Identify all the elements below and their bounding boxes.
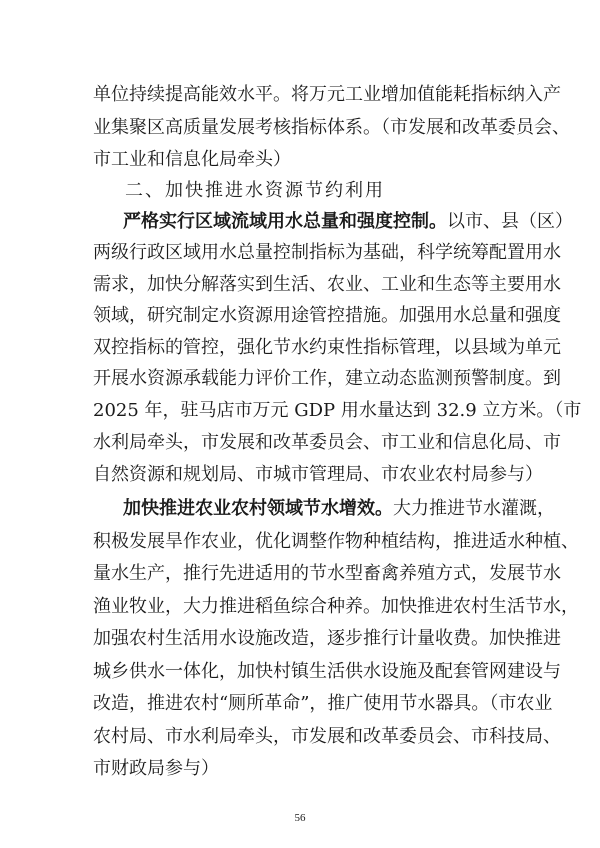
- text-line: 需求，加快分解落实到生活、农业、工业和生态等主要用水: [93, 274, 561, 295]
- text-line: 农村局、市水利局牵头，市发展和改革委员会、市科技局、: [93, 726, 561, 747]
- text-line: 2025 年，驻马店市万元 GDP 用水量达到 32.9 立方米。（市: [93, 400, 582, 421]
- text-line: [123, 211, 573, 233]
- paragraph-text: 大力推进节水灌溉，: [393, 498, 555, 519]
- text-line: 加强农村生活用水设施改造，逐步推行计量收费。加快推进: [93, 628, 561, 649]
- text-line: 改造，推进农村“厕所革命”，推广使用节水器具。（市农业: [93, 693, 553, 714]
- text-line: 领域，研究制定水资源用途管控措施。加强用水总量和强度: [93, 305, 561, 326]
- text-line: [123, 498, 555, 520]
- text-line: 自然资源和规划局、市城市管理局、市农业农村局参与）: [93, 464, 543, 485]
- text-line: 市财政局参与）: [93, 758, 219, 779]
- text-line: 双控指标的管控，强化节水约束性指标管理，以县域为单元: [93, 337, 561, 358]
- text-line: 量水生产，推行先进适用的节水型畜禽养殖方式，发展节水: [93, 563, 561, 584]
- text-line: 两级行政区域用水总量控制指标为基础，科学统筹配置用水: [93, 242, 561, 263]
- text-line: 单位持续提高能效水平。将万元工业增加值能耗指标纳入产: [93, 84, 561, 105]
- text-line: 渔业牧业，大力推进稻鱼综合种养。加快推进农村生活节水，: [93, 596, 579, 617]
- text-line: 积极发展旱作农业，优化调整作物种植结构，推进适水种植、: [93, 531, 579, 552]
- text-line: 水利局牵头，市发展和改革委员会、市工业和信息化局、市: [93, 432, 561, 453]
- page-number: 56: [294, 812, 306, 824]
- text-line: 开展水资源承载能力评价工作，建立动态监测预警制度。到: [93, 368, 561, 389]
- paragraph-lead: 严格实行区域流域用水总量和强度控制。: [123, 211, 447, 232]
- section-heading: 二、加快推进水资源节约利用: [125, 180, 385, 201]
- text-line: 城乡供水一体化，加快村镇生活供水设施及配套管网建设与: [93, 661, 561, 682]
- paragraph-text: 以市、县（区）: [447, 211, 573, 232]
- text-line: 业集聚区高质量发展考核指标体系。（市发展和改革委员会、: [93, 117, 570, 138]
- text-line: 市工业和信息化局牵头）: [93, 149, 291, 170]
- paragraph-lead: 加快推进农业农村领域节水增效。: [123, 498, 393, 519]
